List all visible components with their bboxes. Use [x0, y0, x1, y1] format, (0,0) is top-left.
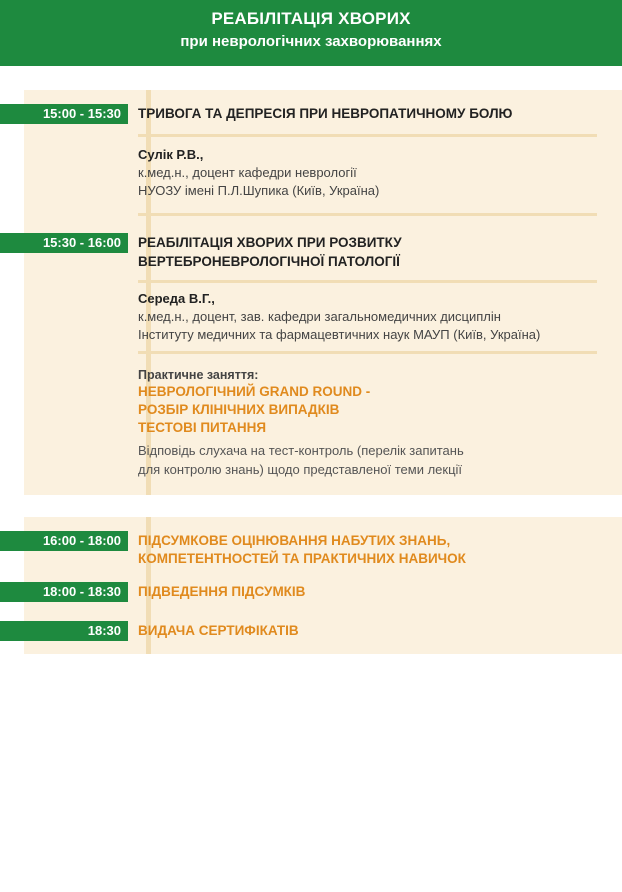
practice-title-line2: РОЗБІР КЛІНІЧНИХ ВИПАДКІВ: [138, 402, 340, 417]
session-4-title: ПІДВЕДЕННЯ ПІДСУМКІВ: [138, 584, 306, 599]
session-3-title-line2: КОМПЕТЕНТНОСТЕЙ ТА ПРАКТИЧНИХ НАВИЧОК: [138, 551, 466, 566]
separator: [138, 351, 597, 354]
practice-note-line1: Відповідь слухача на тест-контроль (перелік запитань: [138, 443, 464, 458]
program-panel-lectures: [24, 90, 622, 495]
session-1-position: к.мед.н., доцент кафедри неврології: [138, 165, 357, 180]
session-2-speaker: Середа В.Г.,: [138, 291, 215, 306]
header-title: РЕАБІЛІТАЦІЯ ХВОРИХ: [211, 9, 411, 28]
separator: [138, 213, 597, 216]
session-3-title-line1: ПІДСУМКОВЕ ОЦІНЮВАННЯ НАБУТИХ ЗНАНЬ,: [138, 533, 451, 548]
session-5-title: ВИДАЧА СЕРТИФІКАТІВ: [138, 623, 299, 638]
session-2-institution: Інституту медичних та фармацевтичних наук МАУП (Київ, Україна): [138, 327, 541, 342]
session-1-title: ТРИВОГА ТА ДЕПРЕСІЯ ПРИ НЕВРОПАТИЧНОМУ БОЛЮ: [138, 106, 513, 121]
time-badge-2: 15:30 - 16:00: [0, 233, 128, 253]
practice-label: Практичне заняття:: [138, 368, 259, 382]
page-header: [0, 0, 622, 66]
time-badge-5: 18:30: [0, 621, 128, 641]
session-2-title-line2: ВЕРТЕБРОНЕВРОЛОГІЧНОЇ ПАТОЛОГІЇ: [138, 254, 400, 269]
session-1-institution: НУОЗУ імені П.Л.Шупика (Київ, Україна): [138, 183, 380, 198]
header-subtitle: при неврологічних захворюваннях: [180, 33, 442, 50]
time-badge-3: 16:00 - 18:00: [0, 531, 128, 551]
practice-note-line2: для контролю знань) щодо представленої теми лекції: [138, 462, 463, 477]
time-badge-4: 18:00 - 18:30: [0, 582, 128, 602]
session-2-title-line1: РЕАБІЛІТАЦІЯ ХВОРИХ ПРИ РОЗВИТКУ: [138, 235, 402, 250]
separator: [138, 134, 597, 137]
session-1-speaker: Сулік Р.В.,: [138, 147, 204, 162]
separator: [138, 280, 597, 283]
time-badge-1: 15:00 - 15:30: [0, 104, 128, 124]
session-2-position: к.мед.н., доцент, зав. кафедри загальномедичних дисциплін: [138, 309, 501, 324]
practice-title-line3: ТЕСТОВІ ПИТАННЯ: [138, 420, 267, 435]
practice-title-line1: НЕВРОЛОГІЧНИЙ GRAND ROUND -: [138, 384, 371, 399]
